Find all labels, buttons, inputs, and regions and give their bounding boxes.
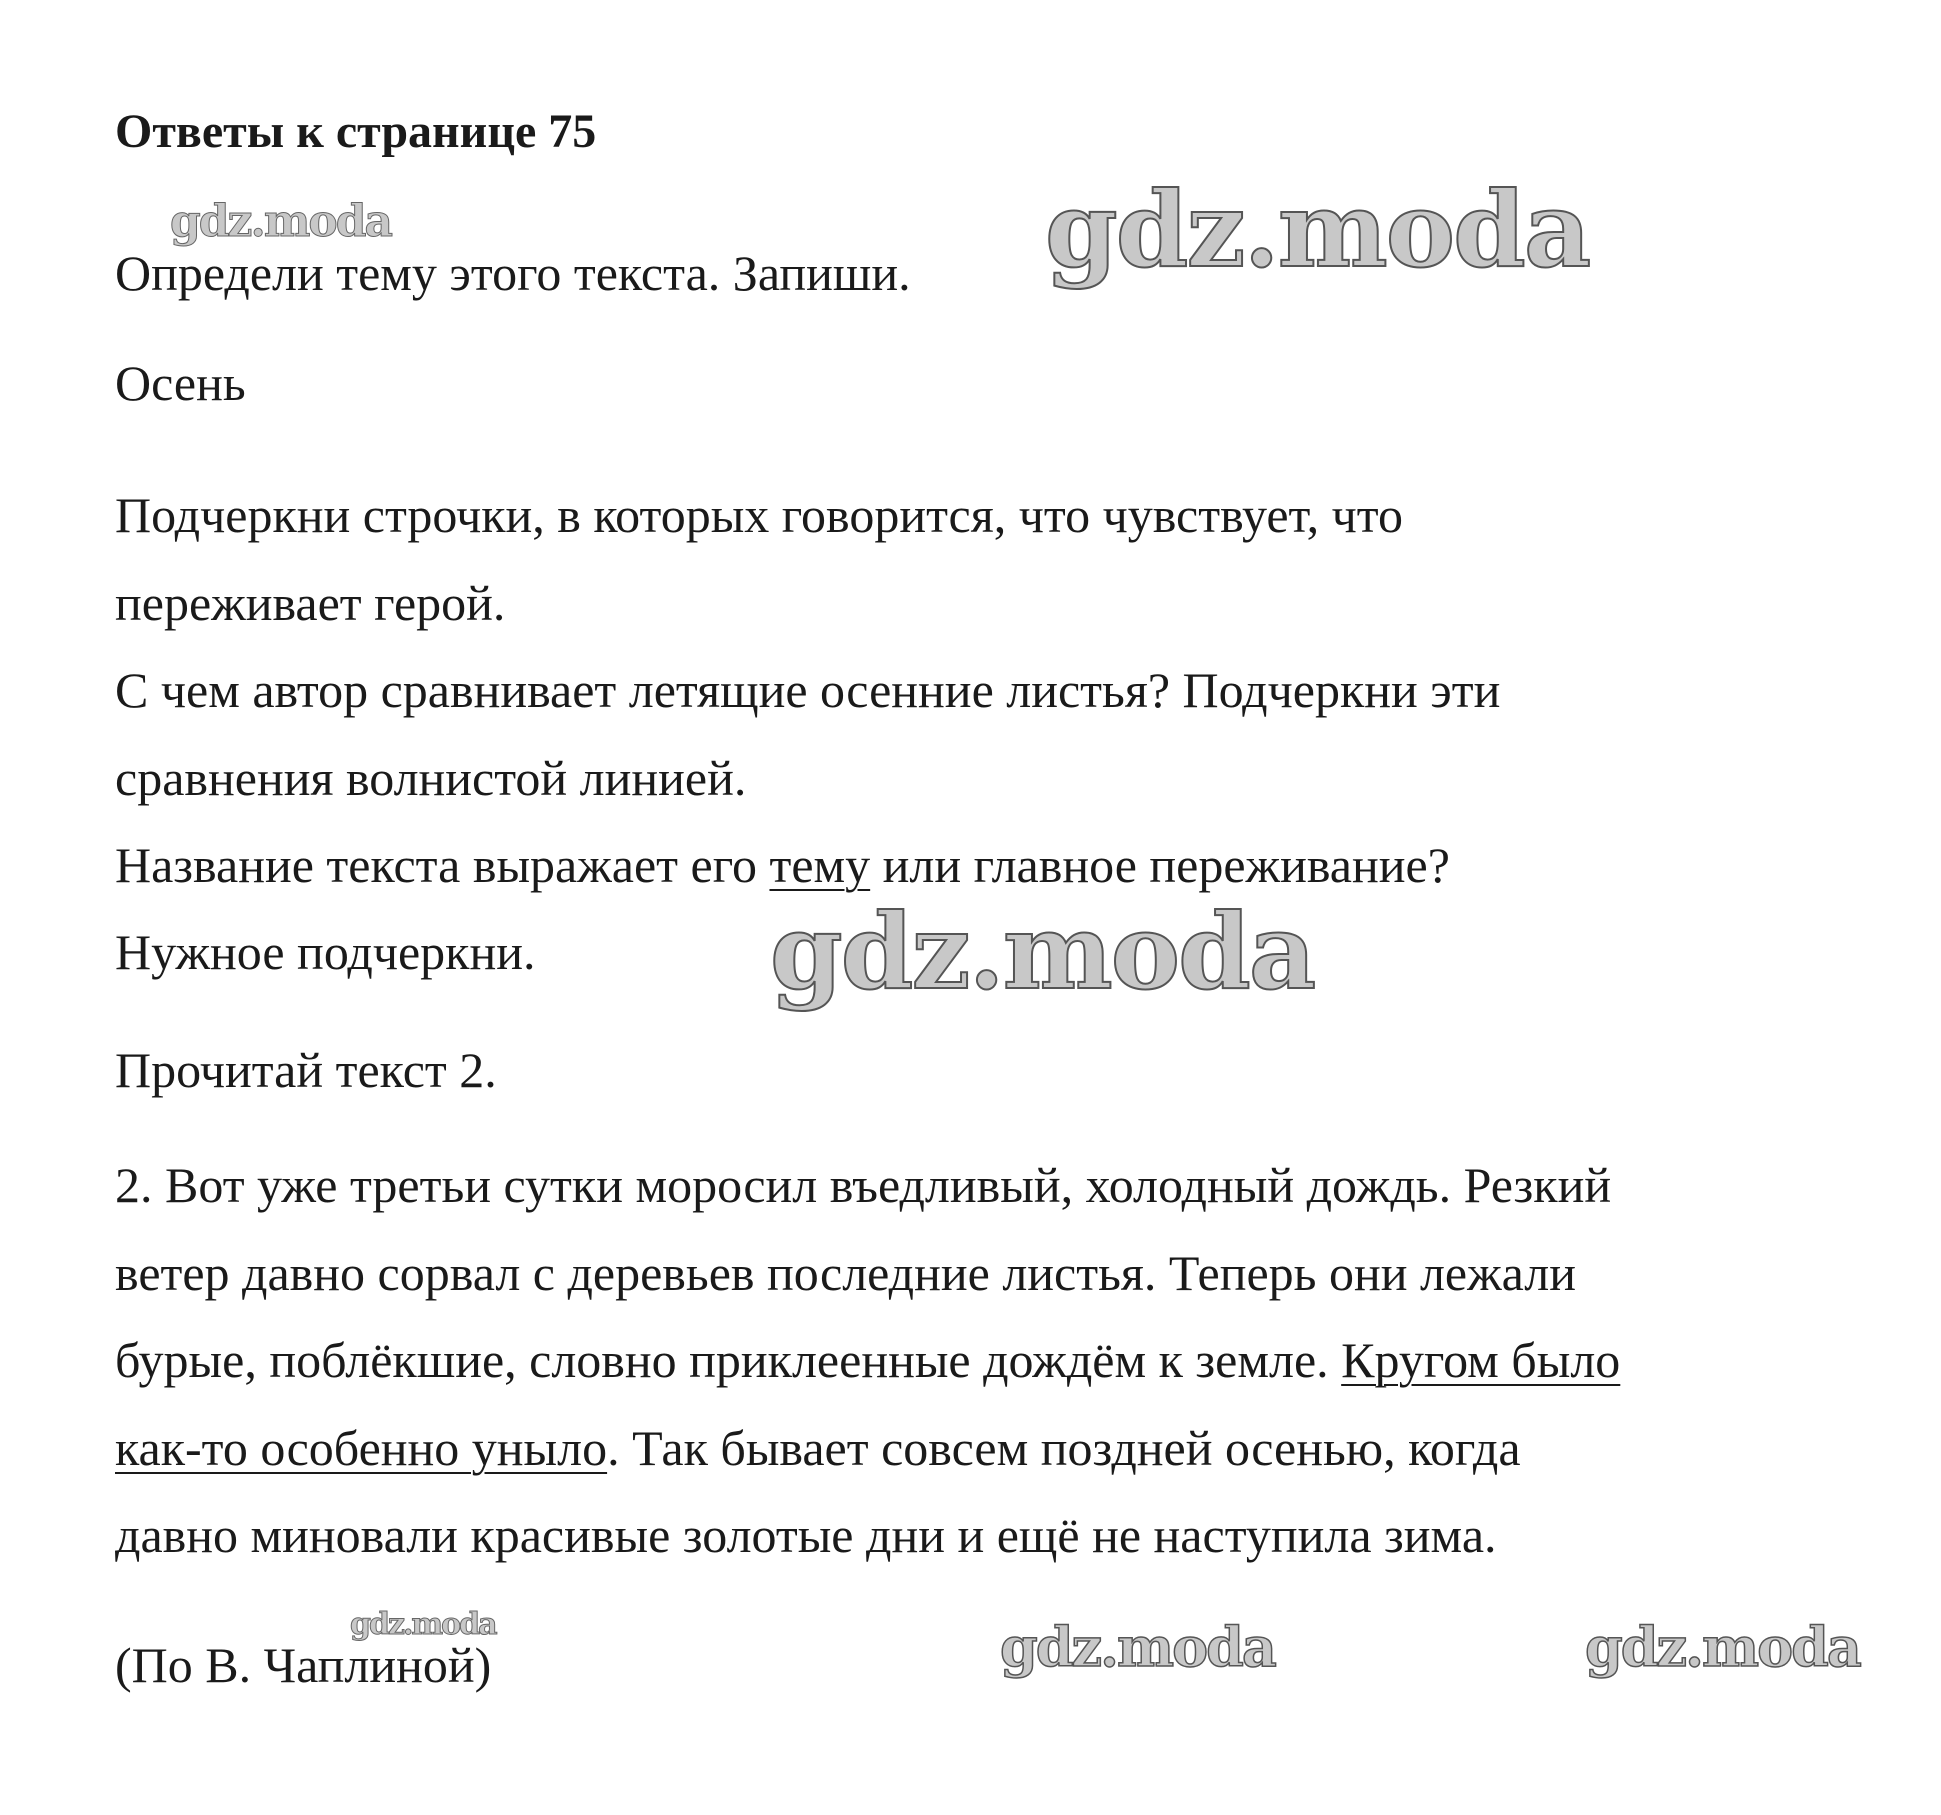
text2-line3-underlined: Кругом было	[1341, 1332, 1621, 1388]
text2-line5: давно миновали красивые золотые дни и ещё не наступила зима.	[115, 1507, 1497, 1563]
watermark-large-top: gdz.moda	[1045, 168, 1590, 291]
watermark-small-top: gdz.moda	[170, 196, 392, 247]
attribution: (По В. Чаплиной)	[115, 1637, 492, 1693]
read-instruction: Прочитай текст 2.	[115, 1042, 497, 1098]
task2-line1: Подчеркни строчки, в которых говорится, что чувствует, что	[115, 487, 1403, 543]
task1-question: Определи тему этого текста. Запиши.	[115, 245, 911, 301]
text2-line4-underlined: как-то особенно уныло	[115, 1420, 608, 1476]
task4-text-before: Название текста выражает его	[115, 837, 770, 893]
task3-line1: С чем автор сравнивает летящие осенние листья? Подчеркни эти	[115, 662, 1501, 718]
text2-line2: ветер давно сорвал с деревьев последние листья. Теперь они лежали	[115, 1245, 1577, 1301]
watermark-bottom-right: gdz.moda	[1585, 1615, 1860, 1679]
watermark-tiny-bottom: gdz.moda	[350, 1607, 496, 1642]
task4-line1	[115, 837, 1450, 893]
task1-answer: Осень	[115, 355, 246, 411]
task4-underlined-answer: тему	[769, 837, 871, 893]
text2-line3	[115, 1332, 1621, 1388]
watermark-large-middle: gdz.moda	[770, 890, 1315, 1013]
text2-line4-after: . Так бывает совсем поздней осенью, когда	[607, 1420, 1521, 1476]
task4-text-after: или главное переживание?	[870, 837, 1450, 893]
text2-line4	[115, 1420, 1521, 1476]
task3-line2: сравнения волнистой линией.	[115, 750, 747, 806]
page-title: Ответы к странице 75	[115, 105, 597, 158]
text2-line3-before: бурые, поблёкшие, словно приклеенные дождём к земле.	[115, 1332, 1342, 1388]
watermark-bottom-middle: gdz.moda	[1000, 1615, 1275, 1679]
task4-line2: Нужное подчеркни.	[115, 924, 536, 980]
text2-line1: 2. Вот уже третьи сутки моросил въедливый, холодный дождь. Резкий	[115, 1157, 1612, 1213]
task2-line2: переживает герой.	[115, 575, 506, 631]
